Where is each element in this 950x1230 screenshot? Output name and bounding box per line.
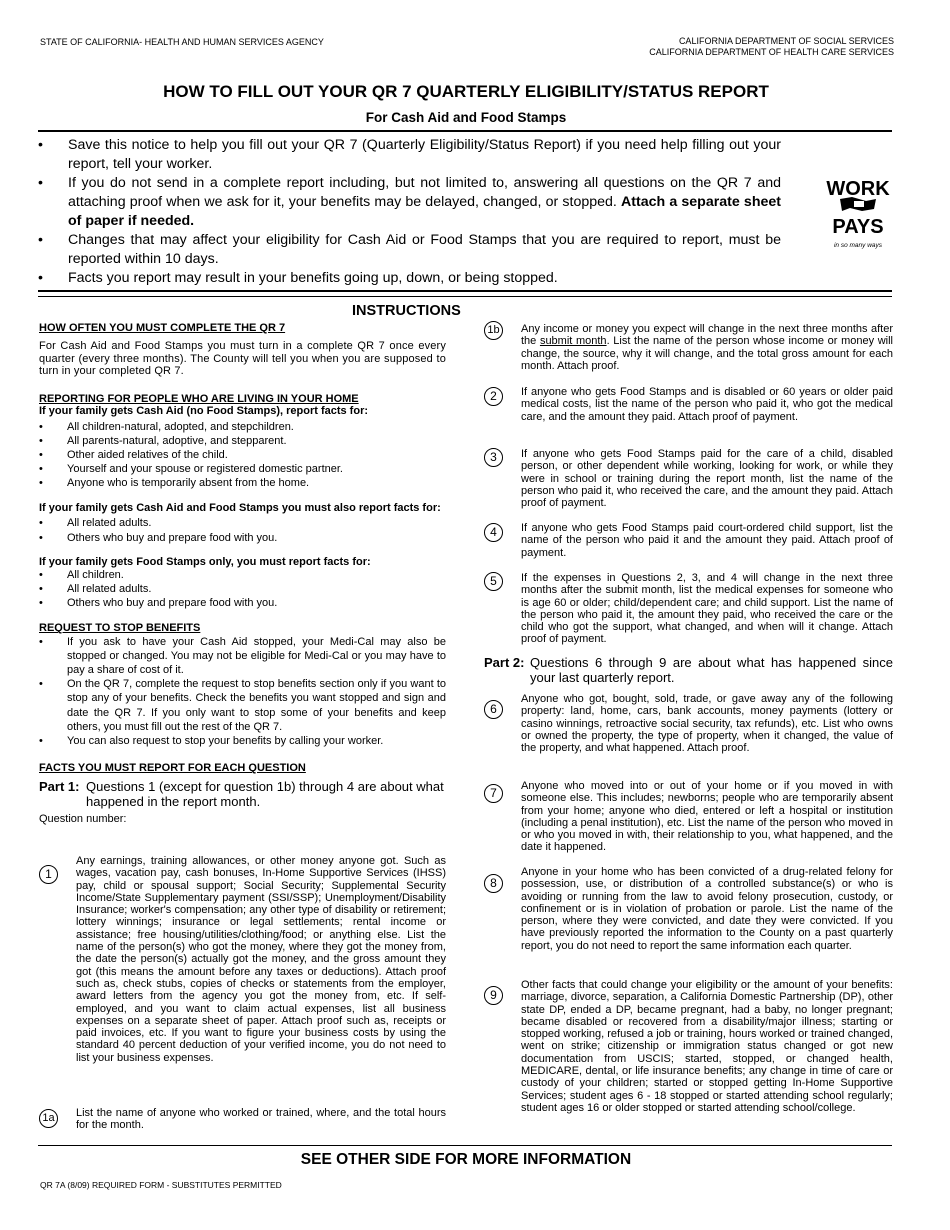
question-number-label: Question number: [39,812,127,825]
instructions-heading: INSTRUCTIONS [352,303,461,319]
section-heading-facts: FACTS YOU MUST REPORT FOR EACH QUESTION [39,762,306,775]
question-9-text: Other facts that could change your eligibility or the amount of your benefits: marriage, divorce, separation, a California Domestic Partnership (DP), other state DP, ended a DP, became pregnant, had a baby, no longer pregnant; became disabled or recovered from a disability/major illness; starting or stopped working, refused a job or training, hours worked or trained changed, went on strike; citizenship or immigration status changed or got new documentation from USCIS; started, stopped, or changed health, MEDICARE, dental, or life insurance benefits; any change in time of care or custody of your children; started or stopped getting In-Home Supportive Services; student ages 6 - 18 stopped or started attending school regularly; student ages 16 or older stopped or started attending school/college. [521,979,893,1114]
notice-item: • Save this notice to help you fill out your QR 7 (Quarterly Eligibility/Status Report) if you need help filling out your report, tell your worker. [38,136,781,174]
question-number-1a: 1a [39,1109,58,1128]
question-number-4: 4 [484,523,503,542]
question-number-1b: 1b [484,321,503,340]
question-number-5: 5 [484,572,503,591]
notice-divider-top [38,290,892,292]
cash-only-label: If your family gets Cash Aid (no Food Stamps), report facts for: [39,405,369,418]
notice-item: • If you do not send in a complete report including, but not limited to, answering all questions on the QR 7 and attaching proof when we ask for it, your benefits may be delayed, changed, or stopped. Attach a separate sheet of paper if needed. [38,174,781,231]
left-column-intro [39,322,446,825]
logo-tagline: in so many ways [833,242,883,249]
agency-header-left: STATE OF CALIFORNIA- HEALTH AND HUMAN SERVICES AGENCY [40,37,324,47]
food-only-label: If your family gets Food Stamps only, you must report facts for: [39,556,371,569]
list-item: • All related adults. [39,582,446,596]
notice-item: • Changes that may affect your eligibility for Cash Aid or Food Stamps that you are required to report, must be reported within 10 days. [38,231,781,269]
question-number-8: 8 [484,874,503,893]
logo-word-work: WORK [826,178,890,200]
how-often-text: For Cash Aid and Food Stamps you must turn in a complete QR 7 once every quarter (every three months). The County will tell you when you are supposed to turn in your completed QR 7. [39,340,446,377]
question-1a-text: List the name of anyone who worked or trained, where, and the total hours for the month. [76,1107,446,1132]
list-item: • All children-natural, adopted, and stepchildren. [39,420,446,434]
question-number-1: 1 [39,865,58,884]
question-number-3: 3 [484,448,503,467]
form-identifier: QR 7A (8/09) REQUIRED FORM - SUBSTITUTES PERMITTED [40,1180,282,1190]
work-pays-logo [822,175,894,261]
question-number-7: 7 [484,784,503,803]
submit-month-term: submit month [539,335,607,348]
part-2-label: Part 2: [484,655,525,670]
question-7-text: Anyone who moved into or out of your home or if you moved in with someone else. This includes; newborns; people who are temporarily absent from your home; anyone who died, entered or left a hospital or institution (including a penal institution), etc. List the name of the person who moved in or who you moved in with, their relationship to you, what happened, and the date it happened. [521,780,893,854]
list-item: • Other aided relatives of the child. [39,448,446,462]
document-title: HOW TO FILL OUT YOUR QR 7 QUARTERLY ELIGIBILITY/STATUS REPORT [163,82,769,101]
question-3-text: If anyone who gets Food Stamps paid for the care of a child, disabled person, or other dependent while working, looking for work, or while they were in school or training during the report month, list the name of the person who paid it, who received the care, and the amount they paid. Attach proof of payment. [521,448,893,510]
section-heading-reporting: REPORTING FOR PEOPLE WHO ARE LIVING IN YOUR HOME [39,393,359,406]
notice-emphasis: Attach a separate sheet of paper if needed. [68,194,781,229]
question-5-text: If the expenses in Questions 2, 3, and 4 will change in the next three months after the submit month, list the medical expenses for someone who is age 60 or older; child/dependent care; and child support. List the name of the person who paid it, the amount they paid, who received the care or the child who got the support, what changed, and when will it change. Attach proof of payment. [521,572,893,646]
question-6-text: Anyone who got, bought, sold, trade, or gave away any of the following property: land, home, cars, bank accounts, money payments (lottery or casino winnings, retroactive social security, tax refunds), etc. List who owns or owned the property, the type of property, when it changed, the value of the property, and what happened. Attach proof. [521,693,893,755]
notice-item: • Facts you report may result in your benefits going up, down, or being stopped. [38,269,781,288]
see-other-side-notice: SEE OTHER SIDE FOR MORE INFORMATION [300,1151,632,1168]
part-1-label: Part 1: [39,778,80,794]
top-divider [38,130,892,132]
list-item: • Others who buy and prepare food with you. [39,596,446,610]
list-item: • If you ask to have your Cash Aid stopped, your Medi-Cal may also be stopped or changed. You may not be eligible for Medi-Cal or you may have to pay a share of cost of it. [39,635,446,678]
question-8-text: Anyone in your home who has been convicted of a drug-related felony for possession, use, or distribution of a controlled substance(s) or who is avoiding or running from the law to avoid felony prosecution, custody, or confinement or is in violation of probation or parole. List the name of the person, where they were convicted, and date they were convicted. If you have previously reported the information to the County on a past quarterly report, you do not need to report the same information each quarter. [521,866,893,952]
question-4-text: If anyone who gets Food Stamps paid court-ordered child support, list the name of the person who paid it and the amount they paid. Attach proof of payment. [521,522,893,559]
part-1-heading [39,779,446,809]
agency-header-right [649,36,894,58]
question-1b-text: Any income or money you expect will change in the next three months after the submit month. List the name of the person whose income or money will change, the source, why it will change, and the total gross amount for each month. Attach proof. [521,323,894,372]
cash-food-label: If your family gets Cash Aid and Food Stamps you must also report facts for: [39,501,441,514]
list-item: • You can also request to stop your benefits by calling your worker. [39,734,446,748]
question-1-text: Any earnings, training allowances, or other money anyone got. Such as wages, vacation pay, cash bonuses, In-Home Supportive Services (IHSS) pay, child or spousal support; Social Security; Supplemental Security Income/State Supplementary payment (SSI/SSP); Unemployment/Disability Insurance; worker's compensation; any other type of disability or retirement; lottery winnings; insurance or legal settlements; rental income or assistance; free housing/utilities/clothing/food; or anything else. List the name of the person(s) who got the money, where they got the money from, the date the person(s) actually got the money, and the gross amount they got (this means the amount before any taxes or deductions). Attach proof such as, check stubs, copies of checks or statements from the employer, award letters from the agency you got the money from, etc. If self-employed, and you want to claim actual expenses, list all business expenses on a separate sheet of paper. Attach proof such as, receipts or paid invoices, etc. If you want to figure your business costs by using the standard 40 percent deduction of your verified income, you do not need to list your business expenses. [76,855,446,1064]
notice-bullets [38,136,781,288]
list-item: • Yourself and your spouse or registered domestic partner. [39,462,446,476]
department-social-services: CALIFORNIA DEPARTMENT OF SOCIAL SERVICES [678,36,894,46]
section-heading-stop-benefits: REQUEST TO STOP BENEFITS [39,622,201,635]
list-item: • All parents-natural, adoptive, and stepparent. [39,434,446,448]
question-2-text: If anyone who gets Food Stamps and is disabled or 60 years or older paid medical costs, list the name of the person who paid it, who got the medical care, and the amount they paid. Attach proof of payment. [521,386,893,423]
list-item: • Anyone who is temporarily absent from the home. [39,476,446,490]
notice-divider-bottom [38,296,892,297]
list-item: • All related adults. [39,516,446,531]
footer-divider [38,1145,892,1146]
part-2-heading [484,655,893,685]
logo-word-pays: PAYS [832,216,884,238]
list-item: • Others who buy and prepare food with you. [39,531,446,546]
list-item: • On the QR 7, complete the request to stop benefits section only if you want to stop any of your benefits. Check the benefits you want stopped and sign and date the QR 7. If you only want to stop some of your benefits and keep others, you must fill out the rest of the QR 7. [39,677,446,734]
question-number-6: 6 [484,700,503,719]
part-1-text: Questions 1 (except for question 1b) through 4 are about what happened in the report month. [86,778,444,809]
section-heading-how-often: HOW OFTEN YOU MUST COMPLETE THE QR 7 [39,322,286,334]
list-item: • All children. [39,568,446,582]
department-health-care-services: CALIFORNIA DEPARTMENT OF HEALTH CARE SERVICES [649,47,894,57]
part-2-text: Questions 6 through 9 are about what has happened since your last quarterly report. [530,655,893,685]
question-number-9: 9 [484,986,503,1005]
question-number-2: 2 [484,387,503,406]
document-subtitle: For Cash Aid and Food Stamps [365,110,567,125]
